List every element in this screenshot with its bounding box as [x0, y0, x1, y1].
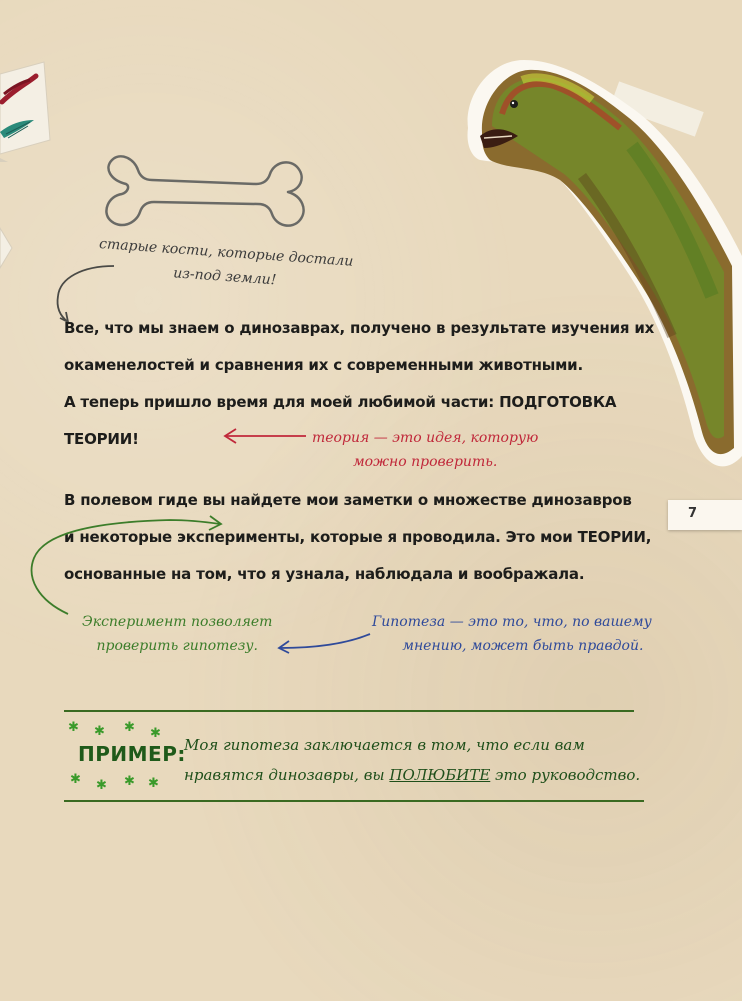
theory-note — [312, 426, 538, 474]
example-line2-end: это руководство. — [490, 766, 641, 784]
example-top-rule — [64, 710, 634, 712]
star-icon: ✱ — [148, 776, 159, 791]
paragraph-1-line4: ТЕОРИИ! — [64, 430, 139, 448]
paper-scrap-icon — [0, 228, 14, 268]
page-number: 7 — [688, 506, 698, 521]
example-line2-start: нравятся динозавры, вы — [184, 766, 390, 784]
green-curved-arrow-icon — [20, 508, 230, 618]
bones-note — [97, 232, 354, 298]
page-number-tab — [668, 500, 742, 530]
example-line1: Моя гипотеза заключается в том, что если вам — [184, 736, 585, 754]
paragraph-2-line3: основанные на том, что я узнала, наблюдала и воображала. — [64, 565, 585, 583]
bones-note-line2: из-под земли! — [172, 265, 277, 289]
paragraph-1-line1: Все, что мы знаем о динозаврах, получено в результате изучения их — [64, 319, 655, 337]
paragraph-2-line1: В полевом гиде вы найдете мои заметки о множестве динозавров — [64, 491, 632, 509]
paragraph-1-line3: А теперь пришло время для моей любимой части: ПОДГОТОВКА — [64, 393, 617, 411]
star-icon: ✱ — [150, 726, 161, 741]
example-emphasis: ПОЛЮБИТЕ — [389, 766, 491, 784]
bone-outline-icon — [100, 154, 310, 246]
theory-note-line2: можно проверить. — [353, 454, 498, 470]
star-icon: ✱ — [70, 772, 81, 787]
example-text — [184, 730, 640, 790]
experiment-note-line2: проверить гипотезу. — [96, 638, 258, 654]
feather-scrap-icon — [0, 62, 60, 162]
bones-note-line1: старые кости, которые достали — [98, 235, 354, 270]
experiment-note — [82, 610, 272, 658]
example-line2 — [184, 760, 640, 790]
hypothesis-note — [372, 610, 652, 658]
star-icon: ✱ — [124, 720, 135, 735]
example-bottom-rule — [64, 800, 644, 802]
red-arrow-left-icon — [222, 428, 308, 444]
star-icon: ✱ — [68, 720, 79, 735]
paragraph-1-line2: окаменелостей и сравнения их с современными животными. — [64, 356, 583, 374]
blue-arrow-left-icon — [276, 632, 372, 654]
theory-note-line1: теория — это идея, которую — [312, 430, 539, 446]
experiment-note-line1: Эксперимент позволяет — [82, 614, 273, 630]
example-label: ПРИМЕР: — [78, 742, 186, 766]
hypothesis-note-line2: мнению, может быть правдой. — [402, 638, 644, 654]
star-icon: ✱ — [96, 778, 107, 793]
hypothesis-note-line1: Гипотеза — это то, что, по вашему — [372, 614, 652, 630]
paragraph-2-line2: и некоторые эксперименты, которые я проводила. Это мои ТЕОРИИ, — [64, 528, 652, 546]
star-icon: ✱ — [124, 774, 135, 789]
star-icon: ✱ — [94, 724, 105, 739]
